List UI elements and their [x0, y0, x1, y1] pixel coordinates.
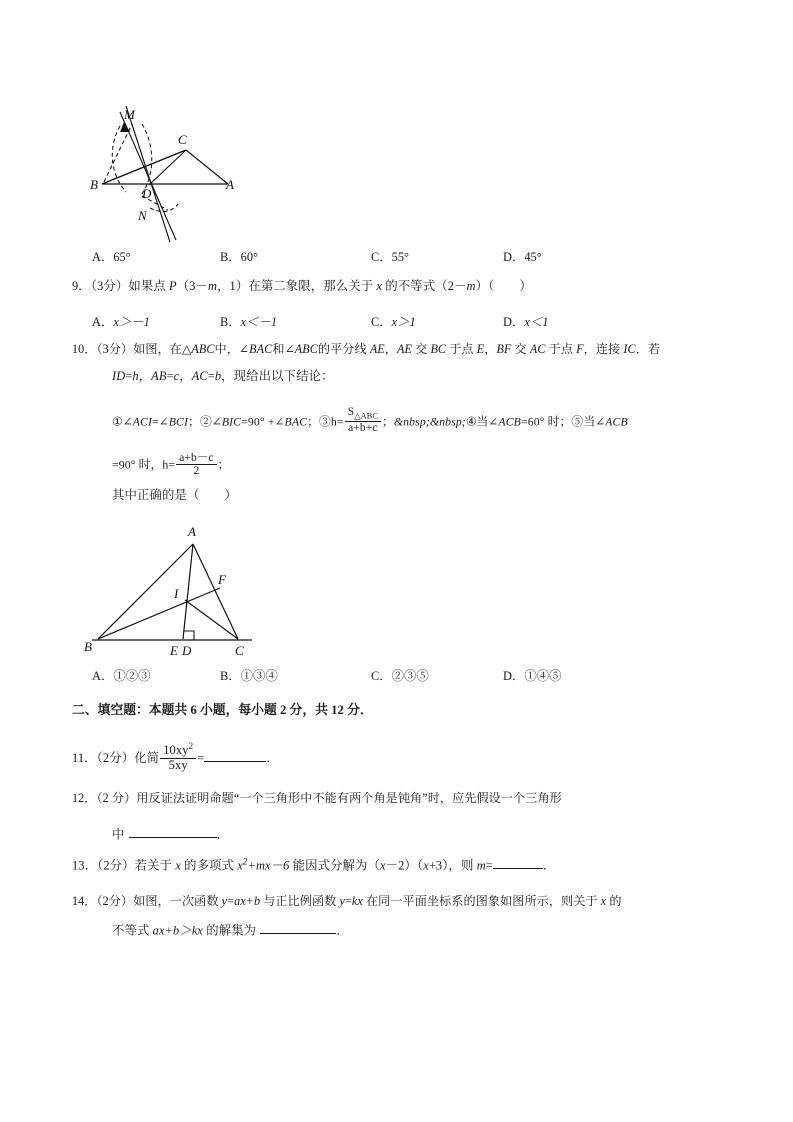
q10-c5-numerator: a+b－c [176, 452, 216, 465]
q14-fn2-y: y [339, 894, 345, 908]
question-9-stem [72, 280, 532, 292]
q10-c2-end: ； [307, 414, 320, 429]
fig-q10-label-F: F [218, 572, 226, 587]
q9-var-m-1: m [208, 279, 218, 293]
q11-answer-blank[interactable] [204, 750, 266, 762]
q14-l2-b: 的解集为 [203, 923, 257, 938]
q9-text-5: ）（ ） [475, 279, 532, 293]
q10-option-c[interactable]: C．②③⑤ [371, 669, 429, 683]
q10-number: 10． [72, 342, 97, 356]
q10-options-row [88, 666, 738, 686]
question-11 [72, 742, 279, 772]
q10-l1-b: 中，∠ [214, 342, 250, 356]
question-14-line1 [72, 895, 622, 907]
figure-q10-triangle-incenter [80, 512, 330, 662]
q10-c5-fraction [176, 452, 216, 478]
q10-c3-numerator [345, 406, 381, 422]
q10-c5-end: ； [217, 457, 230, 472]
question-10-stem-line1 [72, 343, 660, 355]
q10-l1-g: 于点 [446, 342, 477, 356]
q12-score: （2 分） [96, 791, 137, 805]
q9-option-a[interactable] [92, 312, 150, 330]
q14-fn2-expr: kx [351, 894, 363, 908]
q8-options-row [88, 247, 738, 267]
q9-option-b-letter: B． [220, 315, 241, 329]
q9-option-c-math: x＞1 [391, 315, 416, 329]
q9-option-b[interactable] [220, 312, 277, 330]
question-13 [72, 857, 555, 872]
q10-l1-i: 交 [511, 342, 530, 356]
q10-c1-end: ； [188, 414, 200, 429]
q13-poly-exp: 2 [242, 856, 248, 867]
q10-c3-num-sub: △ABC [354, 411, 378, 421]
q10-l1-a: 如图，在△ [133, 342, 192, 356]
q10-c2-bac: BAC [284, 414, 308, 429]
fig-q10-label-C: C [235, 643, 244, 658]
q10-l1-c: 和∠ [272, 342, 295, 356]
q14-l2-a: 不等式 [112, 923, 153, 938]
q10-c3-prefix: ③ [319, 414, 331, 429]
q12-answer-blank[interactable] [129, 826, 217, 838]
q10-l2-ab: AB [151, 369, 167, 383]
q10-tail-text: 其中正确的是（ ） [112, 488, 237, 502]
q10-l2-f: ，现给出以下结论： [221, 369, 334, 383]
q13-fac1: x [380, 858, 386, 873]
section-2-heading: 二、填空题：本题共 6 小题，每小题 2 分，共 12 分． [72, 703, 373, 717]
q11-tail: ． [266, 751, 279, 766]
q10-l1-bac: BAC [249, 342, 273, 356]
q13-number: 13． [72, 858, 98, 873]
q14-l1-f: 的 [606, 894, 622, 908]
q14-l2-inequality: ax+b＞kx [152, 923, 204, 938]
fig-q8-label-C: C [178, 132, 187, 147]
q8-option-d[interactable]: D．45° [503, 250, 542, 264]
q11-denominator: 5xy [168, 757, 188, 772]
q9-option-c[interactable] [371, 312, 416, 330]
q11-score: （2分） [96, 751, 135, 766]
q14-answer-blank[interactable] [260, 922, 336, 934]
question-10-conclusions-line1 [112, 406, 628, 435]
q10-c3-num-s: S [347, 406, 355, 418]
q13-poly-rest: +mx－6 [247, 858, 290, 873]
q9-var-m-2: m [466, 279, 476, 293]
q9-number: 9． [72, 279, 91, 293]
q13-text-b: 的多项式 [180, 858, 238, 873]
q10-c4-acb: ACB [498, 414, 521, 429]
q10-l2-d: ， [179, 369, 192, 383]
q14-l1-b: = [227, 894, 235, 908]
q10-c5-h: h [162, 457, 169, 472]
q10-c5-eq: = [168, 457, 176, 472]
q11-number: 11． [72, 751, 97, 766]
q9-option-d[interactable] [503, 312, 548, 330]
question-10-stem-line2 [112, 370, 334, 382]
fig-q10-label-B: B [84, 639, 92, 654]
q10-c3-h: h [330, 414, 337, 429]
q9-text-3: ，1）在第二象限，那么关于 [217, 279, 377, 293]
q13-tail: ． [542, 858, 556, 873]
q10-l1-d: 的平分线 [317, 342, 370, 356]
q10-c4-end: =60° 时； [521, 414, 572, 429]
fig-q10-label-E: E [170, 643, 178, 658]
q8-option-b[interactable]: B．60° [220, 250, 259, 264]
q10-l1-ac: AC [529, 342, 546, 356]
q10-l1-f: 交 [411, 342, 431, 356]
q13-text-c: 能因式分解为（ [289, 858, 381, 873]
fig-q8-label-N: N [138, 208, 147, 223]
q9-text-1: 如果点 [128, 279, 170, 293]
q13-answer-blank[interactable] [493, 857, 543, 869]
q10-l1-j: 于点 [545, 342, 577, 356]
q10-l1-h: ， [484, 342, 497, 356]
q10-l1-e-pt: E [476, 342, 485, 356]
q10-c1-aci: ACI [132, 414, 152, 429]
q10-l1-k: ，连接 [583, 342, 624, 356]
q13-fac2: x [423, 858, 429, 873]
q14-l1-c: 与正比例函数 [260, 894, 340, 908]
q10-l1-abc: ABC [191, 342, 215, 356]
q13-poly-x: x [237, 858, 243, 873]
q10-option-b[interactable]: B．①③④ [220, 669, 278, 683]
figure-q10-svg [80, 512, 330, 662]
q10-l1-l: ．若 [635, 342, 661, 356]
q10-l2-id: ID [112, 369, 126, 383]
q12-l2-suffix: ． [216, 827, 229, 842]
fig-q10-label-A: A [188, 524, 196, 539]
q10-l2-h: h [132, 369, 139, 383]
q10-c3-end: ； [381, 414, 394, 429]
q12-text: 用反证法证明命题“一个三角形中不能有两个角是钝角”时，应先假设一个三角形 [136, 791, 562, 805]
q9-option-a-letter: A． [92, 315, 114, 329]
q12-l2-prefix: 中 [112, 827, 125, 842]
q10-l1-bf: BF [496, 342, 512, 356]
q14-l1-a: 如图，一次函数 [133, 894, 222, 908]
question-12-line2 [112, 826, 229, 841]
q11-numerator [160, 742, 196, 759]
q13-var-x: x [175, 858, 181, 873]
q13-score: （2分） [97, 858, 135, 873]
q10-c1-eq: =∠ [151, 414, 169, 429]
q10-nbsp-artifact: &nbsp;&nbsp; [393, 414, 466, 429]
q14-l1-e: 在同一平面坐标系的图象如图所示，则关于 [362, 894, 601, 908]
q10-c3-denominator: a+b+c [348, 422, 378, 435]
q9-var-p: P [169, 279, 177, 293]
fig-q10-label-D: D [182, 643, 192, 658]
q13-text-f: = [485, 858, 493, 873]
q10-l2-a: = [125, 369, 133, 383]
q9-score: （3分） [90, 279, 129, 293]
q10-c2-bic: BIC [221, 414, 242, 429]
q9-options-row [88, 312, 738, 332]
q10-c3-fraction [345, 406, 381, 435]
q14-l2-tail: ． [336, 923, 349, 938]
q11-num-a: 10x [163, 743, 183, 758]
q14-fn1-expr: ax+b [234, 894, 261, 908]
q10-score: （3分） [96, 342, 134, 356]
fig-q10-label-I: I [174, 586, 179, 601]
q10-c2-a: ②∠ [199, 414, 222, 429]
q11-fraction [160, 742, 196, 772]
q10-option-a[interactable]: A．①②③ [92, 669, 151, 683]
q11-stem: 化简 [134, 751, 160, 766]
q11-eq: = [197, 751, 205, 766]
question-10-tail [112, 489, 237, 501]
q10-l1-ae: AE [369, 342, 385, 356]
q14-number: 14． [72, 894, 97, 908]
q10-l2-c: = [166, 369, 174, 383]
fig-q8-label-A: A [226, 177, 234, 192]
q14-score: （2分） [96, 894, 134, 908]
q11-num-exp: 2 [188, 741, 194, 751]
q9-option-b-math: x＜－1 [240, 315, 278, 329]
q10-l2-ac: AC [191, 369, 208, 383]
question-12-line1 [72, 792, 562, 804]
q10-l1-bc: BC [430, 342, 447, 356]
q9-text-2: （3－ [176, 279, 208, 293]
q11-num-y: y [182, 743, 189, 758]
question-14-line2 [112, 922, 349, 937]
fig-q8-label-B: B [90, 177, 98, 192]
q10-c5-denominator: 2 [193, 465, 200, 478]
q10-option-d[interactable]: D．①④⑤ [503, 669, 562, 683]
fig-q8-label-D: D [142, 186, 152, 201]
figure-q8-svg [80, 92, 330, 242]
q10-l1-f-pt: F [576, 342, 584, 356]
q8-option-c[interactable]: C．55° [371, 250, 410, 264]
q9-var-x: x [376, 279, 383, 293]
q10-c5-line2: =90° 时， [112, 457, 163, 472]
q13-var-m: m [476, 858, 486, 873]
q10-c3-eq: = [336, 414, 344, 429]
q10-l1-ic: IC [623, 342, 636, 356]
q12-number: 12． [72, 791, 97, 805]
q13-text-a: 若关于 [134, 858, 176, 873]
q10-c1-bci: BCI [168, 414, 189, 429]
q9-option-d-math: x＜1 [524, 315, 549, 329]
q8-option-a[interactable]: A．65° [92, 250, 131, 264]
q10-l2-e: = [207, 369, 215, 383]
q14-fn1-y: y [221, 894, 228, 908]
q10-l2-b: ， [138, 369, 152, 383]
q13-text-d: －2）（ [385, 858, 424, 873]
q10-c2-mid: =90° +∠ [241, 414, 285, 429]
q10-l1-e: ， [384, 342, 397, 356]
q9-option-d-letter: D． [503, 315, 525, 329]
question-10-conclusions-line2 [112, 452, 230, 478]
q10-c4-a: ④当∠ [465, 414, 499, 429]
q9-option-c-letter: C． [371, 315, 392, 329]
q10-l2-b-var: b [214, 369, 222, 383]
q10-c5-acb: ACB [605, 414, 628, 429]
q10-l2-c-var: c [173, 369, 180, 383]
q10-l1-abc2: ABC [294, 342, 318, 356]
q13-text-e: +3），则 [428, 858, 477, 873]
q14-l1-d: = [344, 894, 352, 908]
q9-text-4: 的不等式（2－ [382, 279, 467, 293]
q9-option-a-math: x＞－1 [113, 315, 150, 329]
q10-c5-a: ⑤当∠ [571, 414, 606, 429]
q14-l1-x: x [600, 894, 607, 908]
q10-c1-a: ①∠ [112, 414, 133, 429]
fig-q8-label-M: M [124, 107, 135, 122]
figure-q8-angle-bisector [80, 92, 330, 242]
q10-l1-ae2: AE [397, 342, 412, 356]
